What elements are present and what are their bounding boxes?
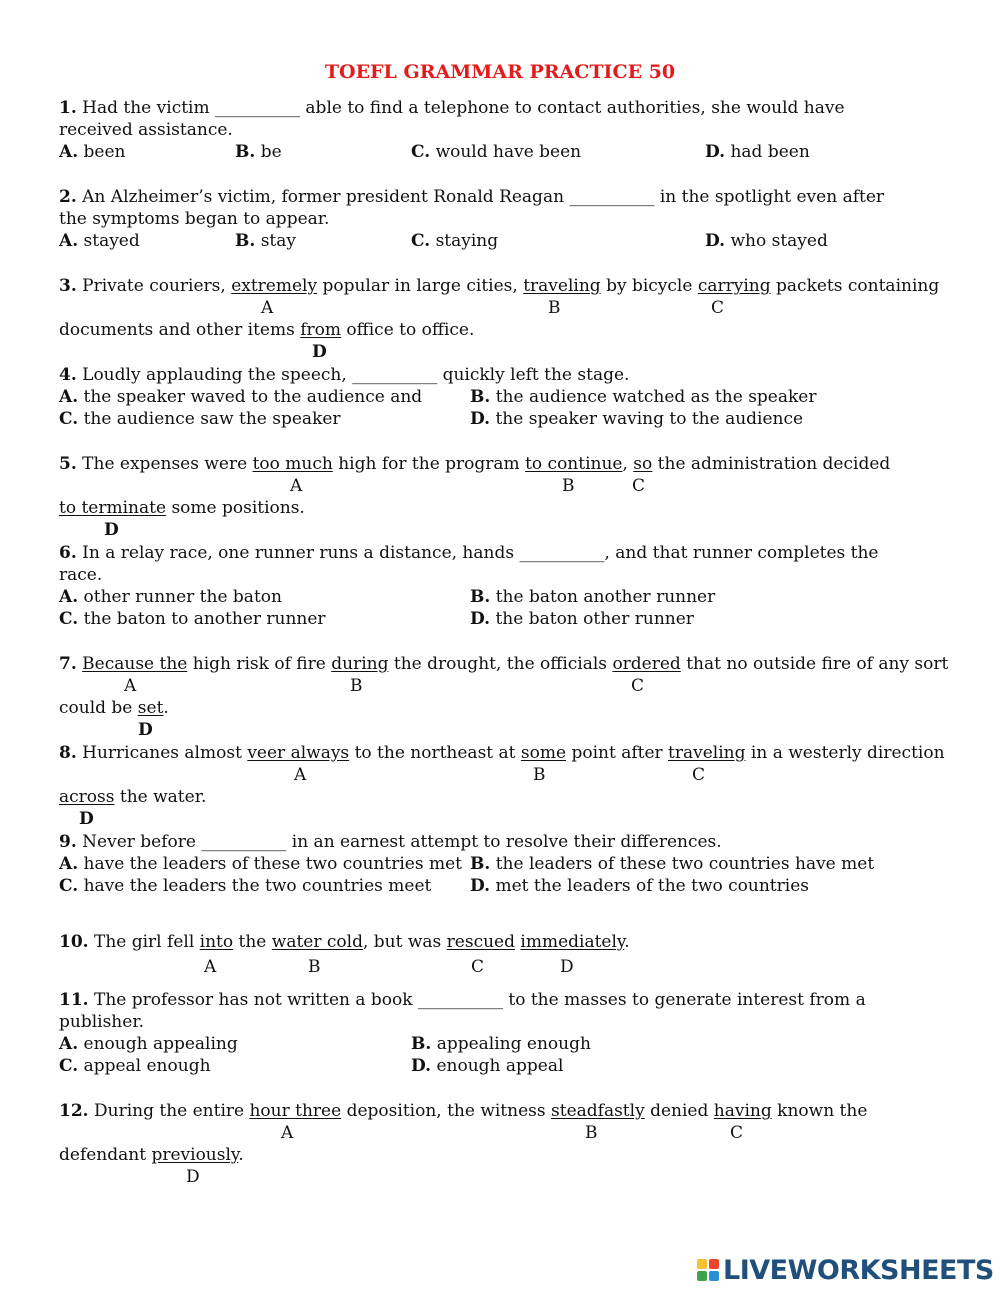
logo-square: [709, 1259, 719, 1269]
option-text: be: [260, 142, 282, 162]
underlined-part-a[interactable]: into: [199, 932, 234, 952]
question-text: in a westerly direction: [750, 743, 945, 763]
option-text: appealing enough: [436, 1034, 591, 1054]
question-text: by bicycle: [606, 276, 693, 296]
question-2-line-2: the symptoms began to appear.: [59, 209, 330, 229]
question-text: Never before: [82, 832, 196, 852]
question-text: in the spotlight even after: [659, 187, 885, 207]
question-text: in an earnest attempt to resolve their differences.: [291, 832, 722, 852]
underlined-part-d[interactable]: previously: [151, 1145, 239, 1165]
option-c[interactable]: [59, 608, 326, 630]
question-text: that no outside fire of any sort: [686, 654, 949, 674]
answer-blank[interactable]: __________: [569, 187, 655, 207]
option-a[interactable]: [59, 230, 140, 252]
label-b: B: [585, 1123, 598, 1143]
option-text: appeal enough: [83, 1056, 211, 1076]
question-number: 4.: [59, 365, 77, 385]
option-key: B.: [235, 231, 256, 251]
option-text: the baton other runner: [495, 609, 694, 629]
label-d: D: [560, 957, 574, 977]
option-key: C.: [59, 609, 79, 629]
option-key: A.: [59, 231, 79, 251]
option-key: A.: [59, 1034, 79, 1054]
option-b[interactable]: [235, 230, 296, 252]
question-8-line-2: [59, 786, 206, 808]
option-d[interactable]: [470, 875, 809, 897]
option-text: would have been: [435, 142, 582, 162]
underlined-part-c[interactable]: ordered: [612, 654, 681, 674]
option-c[interactable]: [59, 875, 431, 897]
option-d[interactable]: [705, 141, 810, 163]
option-text: been: [83, 142, 126, 162]
label-d: D: [186, 1167, 200, 1187]
question-text: The expenses were: [82, 454, 248, 474]
question-3-line-2: [59, 319, 474, 341]
logo-mark-icon: [697, 1259, 719, 1281]
question-4: [59, 364, 629, 386]
option-key: D.: [470, 609, 491, 629]
option-c[interactable]: [59, 1055, 211, 1077]
option-b[interactable]: [470, 386, 816, 408]
underlined-part-c[interactable]: traveling: [668, 743, 746, 763]
option-a[interactable]: [59, 1033, 238, 1055]
option-key: B.: [411, 1034, 432, 1054]
question-text: , but was: [362, 932, 442, 952]
option-text: the leaders of these two countries have met: [495, 854, 875, 874]
answer-blank[interactable]: __________: [519, 543, 605, 563]
question-text: denied: [650, 1101, 709, 1121]
question-text: the administration decided: [657, 454, 891, 474]
question-11-line-2: publisher.: [59, 1012, 144, 1032]
option-b[interactable]: [470, 853, 874, 875]
option-text: who stayed: [730, 231, 828, 251]
question-11: [59, 989, 866, 1011]
question-number: 11.: [59, 990, 89, 1010]
option-b[interactable]: [235, 141, 282, 163]
label-a: A: [261, 298, 274, 318]
question-number: 5.: [59, 454, 77, 474]
question-text: the: [238, 932, 267, 952]
question-7-line-2: [59, 697, 169, 719]
question-text: deposition, the witness: [346, 1101, 546, 1121]
underlined-part-d[interactable]: from: [300, 320, 342, 340]
label-a: A: [290, 476, 303, 496]
option-key: B.: [470, 387, 491, 407]
underlined-part-b[interactable]: some: [520, 743, 567, 763]
underlined-part-c[interactable]: carrying: [697, 276, 771, 296]
question-text: high for the program: [338, 454, 520, 474]
question-text: ,: [622, 454, 628, 474]
question-text: During the entire: [93, 1101, 245, 1121]
label-c: C: [631, 676, 645, 696]
label-a: A: [294, 765, 307, 785]
question-12: [59, 1100, 867, 1122]
underlined-part-a[interactable]: hour three: [249, 1101, 342, 1121]
option-a[interactable]: [59, 386, 422, 408]
underlined-part-c[interactable]: rescued: [446, 932, 515, 952]
question-text: Loudly applauding the speech,: [82, 365, 347, 385]
question-number: 3.: [59, 276, 77, 296]
underlined-part-b[interactable]: during: [331, 654, 389, 674]
underlined-part-a[interactable]: too much: [252, 454, 333, 474]
underlined-part-a[interactable]: extremely: [231, 276, 318, 296]
option-key: D.: [411, 1056, 432, 1076]
liveworksheets-logo[interactable]: [697, 1255, 994, 1285]
option-text: the speaker waved to the audience and: [83, 387, 423, 407]
underlined-part-c[interactable]: so: [633, 454, 653, 474]
question-text: the water.: [119, 787, 207, 807]
option-d[interactable]: [411, 1055, 563, 1077]
option-text: had been: [730, 142, 810, 162]
logo-square: [709, 1271, 719, 1281]
question-8: [59, 742, 945, 764]
option-text: have the leaders of these two countries met: [83, 854, 462, 874]
label-c: C: [632, 476, 646, 496]
option-d[interactable]: [705, 230, 828, 252]
question-text: point after: [571, 743, 663, 763]
logo-square: [697, 1259, 707, 1269]
question-number: 10.: [59, 932, 89, 952]
label-c: C: [692, 765, 706, 785]
option-key: B.: [470, 587, 491, 607]
label-a: A: [204, 957, 217, 977]
option-key: A.: [59, 587, 79, 607]
option-key: C.: [411, 231, 431, 251]
option-key: A.: [59, 854, 79, 874]
answer-blank[interactable]: __________: [215, 98, 301, 118]
underlined-part-b[interactable]: steadfastly: [551, 1101, 645, 1121]
option-d[interactable]: [470, 608, 694, 630]
underlined-part-a[interactable]: Because the: [82, 654, 188, 674]
question-5: [59, 453, 890, 475]
underlined-part-c[interactable]: having: [713, 1101, 772, 1121]
option-c[interactable]: [411, 230, 498, 252]
question-text: documents and other items: [59, 320, 295, 340]
question-5-line-2: [59, 497, 305, 519]
question-text: office to office.: [346, 320, 475, 340]
page-title: TOEFL GRAMMAR PRACTICE 50: [324, 61, 676, 83]
question-text: able to find a telephone to contact authorities, she would have: [305, 98, 845, 118]
option-key: C.: [59, 409, 79, 429]
option-text: have the leaders the two countries meet: [83, 876, 432, 896]
option-text: stay: [260, 231, 296, 251]
label-a: A: [281, 1123, 294, 1143]
option-key: D.: [705, 142, 726, 162]
question-number: 9.: [59, 832, 77, 852]
label-d: D: [104, 520, 119, 540]
question-1: [59, 97, 845, 119]
label-d: D: [79, 809, 94, 829]
underlined-part-b[interactable]: water cold: [271, 932, 363, 952]
option-key: C.: [59, 876, 79, 896]
label-d: D: [138, 720, 153, 740]
option-key: B.: [235, 142, 256, 162]
question-10: [59, 931, 630, 953]
underlined-part-d[interactable]: immediately: [520, 932, 625, 952]
option-key: D.: [470, 409, 491, 429]
question-number: 7.: [59, 654, 77, 674]
question-text: Private couriers,: [82, 276, 226, 296]
question-text: the drought, the officials: [393, 654, 608, 674]
label-b: B: [533, 765, 546, 785]
option-b[interactable]: [470, 586, 715, 608]
option-text: enough appealing: [83, 1034, 238, 1054]
question-3: [59, 275, 939, 297]
question-text: In a relay race, one runner runs a distance, hands: [82, 543, 515, 563]
question-number: 2.: [59, 187, 77, 207]
option-text: the audience saw the speaker: [83, 409, 341, 429]
question-6-line-2: race.: [59, 565, 103, 585]
question-number: 8.: [59, 743, 77, 763]
question-text: .: [238, 1145, 244, 1165]
question-text: The girl fell: [93, 932, 195, 952]
option-d[interactable]: [470, 408, 803, 430]
question-text: known the: [777, 1101, 868, 1121]
question-text: .: [163, 698, 169, 718]
question-number: 12.: [59, 1101, 89, 1121]
label-a: A: [124, 676, 137, 696]
question-text: some positions.: [171, 498, 305, 518]
question-text: Had the victim: [82, 98, 210, 118]
label-c: C: [730, 1123, 744, 1143]
option-text: the speaker waving to the audience: [495, 409, 804, 429]
option-text: the audience watched as the speaker: [495, 387, 817, 407]
answer-blank[interactable]: __________: [417, 990, 503, 1010]
underlined-part-d[interactable]: to terminate: [59, 498, 167, 518]
label-c: C: [471, 957, 485, 977]
question-12-line-2: [59, 1144, 244, 1166]
question-text: to the masses to generate interest from a: [508, 990, 866, 1010]
option-text: staying: [435, 231, 499, 251]
question-text: The professor has not written a book: [93, 990, 413, 1010]
option-text: met the leaders of the two countries: [495, 876, 809, 896]
underlined-part-b[interactable]: to continue: [525, 454, 623, 474]
option-text: other runner the baton: [83, 587, 282, 607]
underlined-part-b[interactable]: traveling: [523, 276, 601, 296]
label-b: B: [548, 298, 561, 318]
question-text: , and that runner completes the: [604, 543, 879, 563]
question-7: [59, 653, 948, 675]
option-key: C.: [411, 142, 431, 162]
question-text: An Alzheimer’s victim, former president Ronald Reagan: [82, 187, 565, 207]
answer-blank[interactable]: __________: [201, 832, 287, 852]
option-b[interactable]: [411, 1033, 591, 1055]
question-number: 1.: [59, 98, 77, 118]
logo-square: [697, 1271, 707, 1281]
option-key: D.: [470, 876, 491, 896]
option-text: stayed: [83, 231, 140, 251]
underlined-part-d[interactable]: across: [59, 787, 115, 807]
question-text: .: [624, 932, 630, 952]
option-c[interactable]: [411, 141, 581, 163]
logo-text: LIVEWORKSHEETS: [723, 1254, 994, 1286]
question-number: 6.: [59, 543, 77, 563]
option-text: the baton another runner: [495, 587, 716, 607]
underlined-part-d[interactable]: set: [137, 698, 164, 718]
option-key: D.: [705, 231, 726, 251]
question-6: [59, 542, 879, 564]
question-text: high risk of fire: [192, 654, 326, 674]
option-a[interactable]: [59, 586, 282, 608]
question-text: popular in large cities,: [322, 276, 518, 296]
question-1-line-2: received assistance.: [59, 120, 233, 140]
label-c: C: [711, 298, 725, 318]
question-text: could be: [59, 698, 133, 718]
option-c[interactable]: [59, 408, 341, 430]
underlined-part-a[interactable]: veer always: [247, 743, 350, 763]
option-key: A.: [59, 142, 79, 162]
question-text: defendant: [59, 1145, 147, 1165]
option-text: enough appeal: [436, 1056, 564, 1076]
label-b: B: [308, 957, 321, 977]
option-a[interactable]: [59, 141, 125, 163]
label-b: B: [350, 676, 363, 696]
question-text: to the northeast at: [354, 743, 516, 763]
label-b: B: [562, 476, 575, 496]
option-a[interactable]: [59, 853, 462, 875]
option-key: B.: [470, 854, 491, 874]
option-key: C.: [59, 1056, 79, 1076]
question-text: packets containing: [776, 276, 940, 296]
option-text: the baton to another runner: [83, 609, 326, 629]
option-key: A.: [59, 387, 79, 407]
question-9: [59, 831, 722, 853]
question-text: Hurricanes almost: [82, 743, 242, 763]
question-text: quickly left the stage.: [442, 365, 630, 385]
label-d: D: [312, 342, 327, 362]
answer-blank[interactable]: __________: [352, 365, 438, 385]
question-2: [59, 186, 884, 208]
